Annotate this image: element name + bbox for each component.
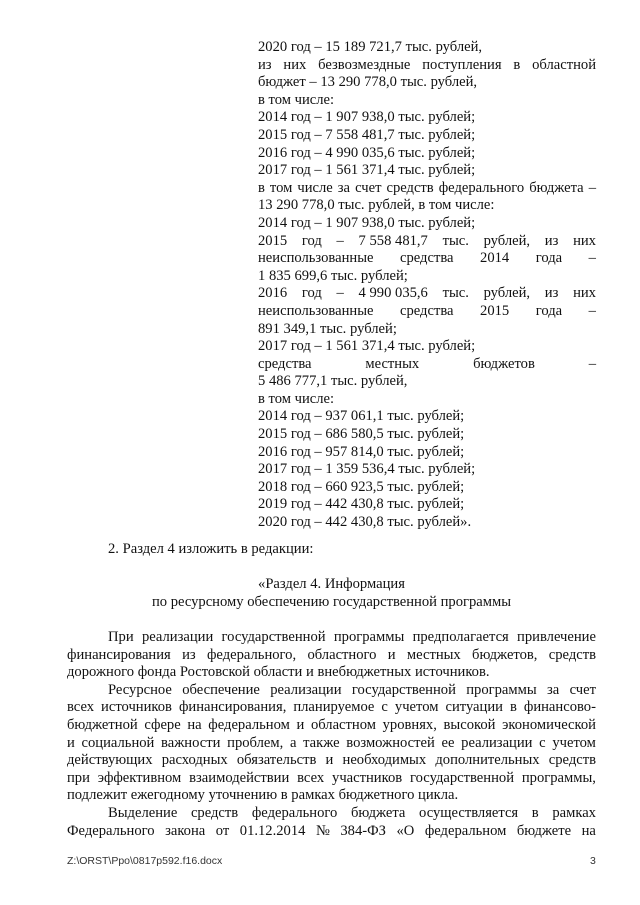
word: программы	[466, 681, 537, 698]
word: федерального	[251, 804, 338, 821]
word: из	[544, 232, 559, 249]
word: в	[509, 699, 517, 716]
budget-line	[258, 215, 596, 233]
word: федерального,	[206, 646, 297, 663]
word: 2014	[480, 250, 510, 267]
word: 2016	[258, 285, 288, 302]
word: 2015 год – 686 580,5 тыс. рублей;	[258, 426, 465, 443]
word: областной	[532, 56, 596, 73]
word: 2014 год – 1 907 938,0 тыс. рублей;	[258, 109, 476, 126]
word: закона	[165, 822, 206, 839]
word: высокой	[443, 716, 496, 733]
budget-line	[258, 162, 596, 180]
word: эффективном	[97, 769, 182, 786]
word: 7 558 481,7	[358, 232, 428, 249]
budget-line	[258, 127, 596, 145]
budget-line	[258, 268, 596, 286]
word: 2017 год – 1 561 371,4 тыс. рублей;	[258, 162, 476, 179]
word: участников	[332, 769, 403, 786]
budget-line	[258, 197, 596, 215]
word: средства	[400, 250, 454, 267]
word: от	[215, 822, 230, 839]
word: –	[336, 285, 344, 302]
word: бюджетов	[473, 355, 535, 372]
word: Ресурсное	[108, 681, 172, 698]
item-2-instruction	[108, 541, 508, 559]
word: 384-ФЗ	[340, 822, 386, 839]
body-line	[67, 664, 596, 682]
budget-line	[258, 285, 596, 303]
body-line	[67, 647, 596, 665]
budget-line	[258, 356, 596, 374]
word: действующих	[67, 752, 153, 769]
word: них	[573, 285, 596, 302]
word: учетом	[552, 734, 596, 751]
word: из	[182, 646, 196, 663]
word: также	[303, 734, 340, 751]
word: счет	[355, 179, 382, 196]
word: тыс.	[442, 232, 469, 249]
word: счет	[569, 681, 596, 698]
body-line	[67, 823, 596, 841]
word: 2014 год – 937 061,1 тыс. рублей;	[258, 408, 465, 425]
body-line	[67, 629, 596, 647]
word: в	[531, 804, 539, 821]
budget-line	[258, 74, 596, 92]
word: реализации	[270, 681, 342, 698]
word: учетом	[394, 699, 439, 716]
word: 2016 год – 957 814,0 тыс. рублей;	[258, 443, 465, 460]
word: на	[187, 716, 202, 733]
body-line	[67, 787, 596, 805]
body-line	[67, 735, 596, 753]
word: средств	[386, 179, 434, 196]
word: при	[67, 769, 90, 786]
word: 2018 год – 660 923,5 тыс. рублей;	[258, 478, 465, 495]
word: всех	[67, 699, 95, 716]
budget-line	[258, 321, 596, 339]
word: Федерального	[67, 822, 155, 839]
word: возможностей	[346, 734, 435, 751]
word: финансирования,	[178, 699, 287, 716]
budget-line	[258, 408, 596, 426]
word: 2014 год – 1 907 938,0 тыс. рублей;	[258, 214, 476, 231]
word: ее	[441, 734, 455, 751]
word: социальной	[81, 734, 155, 751]
word: с	[539, 734, 546, 751]
budget-line	[258, 180, 596, 198]
word: бюджете	[516, 822, 572, 839]
word: 5 486 777,1 тыс. рублей,	[258, 373, 408, 390]
word: неиспользованные	[258, 302, 374, 319]
word: в том числе:	[258, 91, 335, 108]
word: обязательств	[236, 752, 317, 769]
word: –	[588, 179, 596, 196]
body-line	[67, 805, 596, 823]
word: дополнительных	[435, 752, 540, 769]
word: тыс.	[442, 285, 469, 302]
word: бюджета	[350, 804, 406, 821]
word: При	[108, 629, 134, 645]
word: и	[325, 752, 334, 769]
section-heading	[67, 576, 596, 611]
word: государственной	[221, 629, 326, 645]
word: планируемое	[293, 699, 375, 716]
body-line	[67, 682, 596, 700]
word: на	[581, 822, 596, 839]
word: обеспечение	[182, 681, 260, 698]
word: 2019 год – 442 430,8 тыс. рублей;	[258, 496, 465, 513]
word: необходимых	[342, 752, 427, 769]
budget-line	[258, 145, 596, 163]
budget-line	[258, 514, 596, 532]
word: года	[535, 250, 563, 267]
body-line	[67, 717, 596, 735]
word: областном	[310, 716, 376, 733]
budget-line	[258, 496, 596, 514]
word: 13 290 778,0 тыс. рублей, в том числе:	[258, 197, 495, 214]
word: из	[258, 56, 272, 73]
word: в том числе:	[258, 390, 335, 407]
word: проблем,	[227, 734, 284, 751]
word: средств	[190, 804, 239, 821]
word: источников	[101, 699, 172, 716]
word: федерального	[438, 179, 525, 196]
word: программы	[333, 629, 405, 645]
budget-line	[258, 57, 596, 75]
word: местных	[365, 355, 420, 372]
word: года	[535, 302, 563, 319]
word: поступления	[422, 56, 502, 73]
body-line	[67, 770, 596, 788]
word: 2016 год – 4 990 035,6 тыс. рублей;	[258, 144, 476, 161]
word: 1 835 699,6 тыс. рублей;	[258, 267, 408, 284]
budget-line	[258, 303, 596, 321]
word: осуществляется	[419, 804, 519, 821]
word: средства	[258, 355, 312, 372]
word: предполагается	[412, 629, 509, 645]
word: финансово-	[523, 699, 596, 716]
word: –	[336, 232, 344, 249]
word: а	[289, 734, 297, 751]
word: в	[258, 179, 265, 196]
budget-line	[258, 39, 596, 57]
word: том	[269, 179, 293, 196]
word: безвозмездные	[318, 56, 411, 73]
word: год	[301, 232, 322, 249]
word: финансирования	[67, 646, 171, 663]
word: уровнях,	[382, 716, 437, 733]
word: реализации	[461, 734, 533, 751]
word: бюджетной	[67, 716, 138, 733]
word: 891 349,1 тыс. рублей;	[258, 320, 397, 337]
budget-line	[258, 338, 596, 356]
section-heading-line-1: «Раздел 4. Информация	[258, 576, 405, 592]
budget-line	[258, 233, 596, 251]
budget-line	[258, 373, 596, 391]
word: с	[381, 699, 388, 716]
word: 2015	[480, 302, 510, 319]
word: экономической	[502, 716, 596, 733]
budget-line	[258, 391, 596, 409]
word: сфере	[144, 716, 181, 733]
word: федеральном	[424, 822, 507, 839]
word: за	[337, 179, 351, 196]
budget-line	[258, 426, 596, 444]
word: дорожного фонда Ростовской области и внебюджетных источников.	[67, 664, 490, 681]
word: бюджета	[529, 179, 584, 196]
word: –	[588, 355, 596, 372]
word: №	[315, 822, 330, 839]
word: бюджет – 13 290 778,0 тыс. рублей,	[258, 74, 478, 91]
word: средства	[400, 302, 454, 319]
word: 2020 год – 442 430,8 тыс. рублей».	[258, 514, 472, 531]
budget-line	[258, 444, 596, 462]
body-line	[67, 752, 596, 770]
budget-continuation-block	[258, 39, 596, 532]
footer-page-number: 3	[590, 855, 596, 867]
word: в	[513, 56, 521, 73]
word: средств	[548, 646, 596, 663]
word: рублей,	[483, 285, 531, 302]
word: подлежит ежегодному уточнению в рамках бюджетного цикла.	[67, 787, 459, 804]
word: федеральном	[208, 716, 290, 733]
word: 2017 год – 1 359 536,4 тыс. рублей;	[258, 461, 476, 478]
word: всех	[297, 769, 325, 786]
word: 2020 год – 15 189 721,7 тыс. рублей,	[258, 39, 483, 55]
word: неиспользованные	[258, 250, 374, 267]
word: местных	[406, 646, 461, 663]
word: 2017 год – 1 561 371,4 тыс. рублей;	[258, 338, 476, 355]
body-paragraphs	[67, 629, 596, 840]
budget-line	[258, 92, 596, 110]
word: них	[283, 56, 307, 73]
budget-line	[258, 461, 596, 479]
word: из	[544, 285, 559, 302]
word: и	[67, 734, 75, 751]
word: год	[301, 285, 322, 302]
word: за	[547, 681, 560, 698]
word: 4 990 035,6	[358, 285, 428, 302]
section-heading-line-2: по ресурсному обеспечению государственной программы	[151, 593, 512, 610]
word: –	[588, 250, 596, 267]
word: Выделение	[108, 804, 178, 821]
word: программы,	[521, 769, 596, 786]
word: ситуации	[445, 699, 503, 716]
word: реализации	[141, 629, 214, 645]
word: рублей,	[483, 232, 531, 249]
word: расходных	[161, 752, 228, 769]
word: государственной	[351, 681, 456, 698]
word: областного	[307, 646, 377, 663]
word: привлечение	[517, 629, 596, 645]
word: бюджетов,	[472, 646, 538, 663]
word: 01.12.2014	[239, 822, 306, 839]
word: важности	[161, 734, 221, 751]
word: средств	[548, 752, 596, 769]
word: рамках	[552, 804, 596, 821]
word: взаимодействии	[189, 769, 290, 786]
word: и	[296, 716, 305, 733]
word: числе	[297, 179, 333, 196]
budget-line	[258, 250, 596, 268]
body-line	[67, 699, 596, 717]
footer-file-path: Z:\ORST\Ppo\0817p592.f16.docx	[67, 855, 223, 867]
item-2-text: 2. Раздел 4 изложить в редакции:	[108, 541, 314, 557]
budget-line	[258, 479, 596, 497]
word: 2015 год – 7 558 481,7 тыс. рублей;	[258, 126, 476, 143]
word: них	[573, 232, 596, 249]
word: 2015	[258, 232, 288, 249]
word: государственной	[410, 769, 515, 786]
word: и	[387, 646, 396, 663]
budget-line	[258, 109, 596, 127]
word: «О	[396, 822, 415, 839]
word: –	[588, 302, 596, 319]
